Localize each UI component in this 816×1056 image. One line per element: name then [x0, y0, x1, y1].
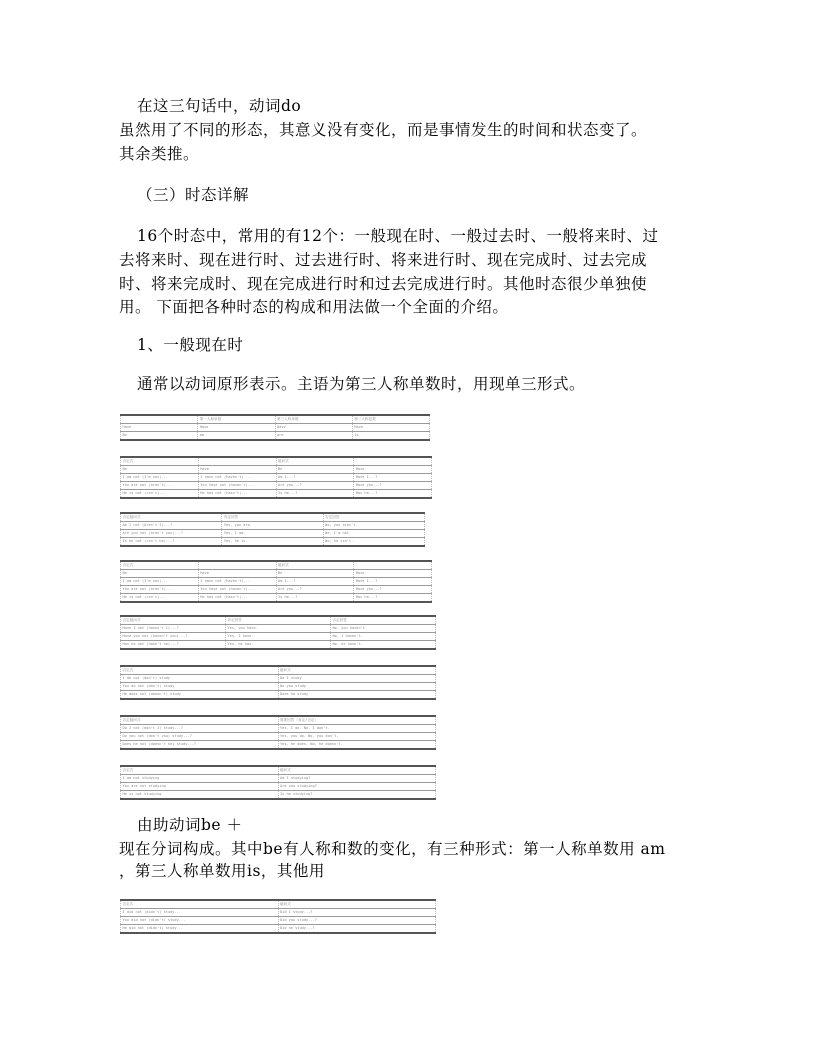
- table-cell: No, I'm not.: [323, 530, 424, 538]
- table-cell: Am I...?: [276, 578, 354, 586]
- table-cell: I have not (haven't) ...: [198, 474, 276, 482]
- table-cell: [198, 457, 276, 466]
- table-cell: are: [275, 432, 352, 441]
- table-cell: 否定式: [121, 666, 279, 675]
- table-3: [120, 512, 425, 547]
- table-row: [121, 457, 432, 466]
- table-cell: 疑问式: [278, 900, 436, 909]
- table-cell: He is not (isn't)...: [121, 490, 199, 499]
- table-cell: [354, 561, 432, 570]
- table-cell: 第三人称单数: [275, 415, 352, 424]
- table-row: [121, 900, 436, 909]
- table-cell: Yes, you do. No, you don't.: [278, 733, 436, 741]
- table-row: [121, 716, 436, 725]
- table-cell: [198, 561, 276, 570]
- table-cell: I am not (I'm not)...: [121, 474, 199, 482]
- table-cell: Yes, I am.: [222, 530, 323, 538]
- table-cell: He is not (isn't)...: [121, 594, 199, 603]
- table-row: [121, 522, 425, 530]
- table-5: [120, 615, 436, 650]
- table-9: [120, 899, 436, 934]
- para2-line4: 用。 下面把各种时态的构成和用法做一个全面的介绍。: [119, 298, 509, 316]
- table-row: [121, 586, 432, 594]
- table-cell: Yes, you are.: [222, 522, 323, 530]
- table-row: [121, 482, 432, 490]
- table-row: [121, 432, 430, 441]
- table-cell: 第三人称复数: [352, 415, 429, 424]
- para3: 通常以动词原形表示。主语为第三人称单数时，用现单三形式。: [137, 375, 586, 393]
- table-cell: Are you...?: [276, 482, 354, 490]
- table-row: [121, 691, 436, 700]
- table-row: [121, 513, 425, 522]
- table-cell: 肯定回答: [222, 513, 323, 522]
- table-7: [120, 715, 436, 750]
- table-cell: You are not (aren't)...: [121, 482, 199, 490]
- table-cell: Be: [276, 466, 354, 474]
- table-cell: Did I study...?: [278, 909, 436, 917]
- table-row: [121, 775, 436, 783]
- para4-line2: 现在分词构成。其中be有人称和数的变化，有三种形式：第一人称单数用 am: [119, 840, 666, 858]
- table-cell: I am not studying: [121, 775, 279, 783]
- table-cell: Have: [352, 424, 429, 432]
- table-cell: Yes, he has.: [226, 641, 331, 650]
- table-cell: Is he...?: [276, 490, 354, 499]
- table-cell: Have: [198, 466, 276, 474]
- table-cell: [354, 457, 432, 466]
- table-2: [120, 456, 432, 499]
- table-cell: Has he...?: [354, 594, 432, 603]
- table-row: [121, 791, 436, 800]
- table-cell: You have not (haven't)...: [198, 586, 276, 594]
- table-cell: I did not (didn't) study...: [121, 909, 279, 917]
- table-cell: 否定疑问式: [121, 716, 279, 725]
- table-cell: Has he not (hasn't he)...?: [121, 641, 226, 650]
- table-row: [121, 490, 432, 499]
- table-row: [121, 474, 432, 482]
- table-row: [121, 633, 436, 641]
- table-cell: You are not studying: [121, 783, 279, 791]
- table-cell: Am I not (Aren't I)...?: [121, 522, 222, 530]
- table-cell: No, you haven't.: [331, 625, 436, 633]
- table-cell: Yes, you have.: [226, 625, 331, 633]
- table-row: [121, 625, 436, 633]
- table-6: [120, 665, 436, 700]
- table-cell: Have: [121, 424, 198, 432]
- table-row: [121, 578, 432, 586]
- table-cell: 肯定回答: [226, 616, 331, 625]
- table-row: [121, 424, 430, 432]
- table-cell: Do you not (don't you) study...?: [121, 733, 279, 741]
- table-cell: Am I...?: [276, 474, 354, 482]
- table-cell: He did not (didn't) study...: [121, 925, 279, 934]
- table-row: [121, 594, 432, 603]
- table-cell: is: [352, 432, 429, 441]
- table-cell: 否定疑问式: [121, 513, 222, 522]
- table-cell: Have: [198, 570, 276, 578]
- table-cell: Has he...?: [354, 490, 432, 499]
- table-cell: Do I not (don't I) study...?: [121, 725, 279, 733]
- table-cell: 否定回答: [331, 616, 436, 625]
- table-cell: I have not (haven't)...: [198, 578, 276, 586]
- table-cell: Are you not (aren't you)...?: [121, 530, 222, 538]
- table-row: [121, 666, 436, 675]
- table-8: [120, 765, 436, 800]
- table-cell: 疑问式: [278, 666, 436, 675]
- table-cell: Yes, I do. No, I don't.: [278, 725, 436, 733]
- table-cell: Have: [198, 424, 275, 432]
- table-row: [121, 917, 436, 925]
- table-cell: Are you studying?: [278, 783, 436, 791]
- table-cell: He does not (doesn't) study: [121, 691, 279, 700]
- table-row: [121, 683, 436, 691]
- table-cell: 疑问式: [276, 457, 354, 466]
- table-cell: You do not (don't) study: [121, 683, 279, 691]
- table-row: [121, 675, 436, 683]
- table-row: [121, 616, 436, 625]
- table-cell: Have I not (haven't I)...?: [121, 625, 226, 633]
- table-cell: 否定式: [121, 561, 199, 570]
- table-row: [121, 909, 436, 917]
- table-cell: He has not (hasn't)...: [198, 594, 276, 603]
- para1-line2: 虽然用了不同的形态，其意义没有变化，而是事情发生的时间和状态变了。: [119, 121, 648, 139]
- table-cell: Does he not (doesn't he) study...?: [121, 741, 279, 750]
- table-cell: 第一人称单数: [198, 415, 275, 424]
- table-cell: 否定回答: [323, 513, 424, 522]
- table-cell: He is not studying: [121, 791, 279, 800]
- table-cell: Do you study: [278, 683, 436, 691]
- table-cell: Be: [121, 432, 198, 441]
- para2-line1: 16个时态中，常用的有12个：一般现在时、一般过去时、一般将来时、过: [137, 227, 659, 245]
- table-4: [120, 560, 432, 603]
- table-cell: No, he isn't.: [323, 538, 424, 547]
- table-row: [121, 733, 436, 741]
- table-cell: Yes, he is.: [222, 538, 323, 547]
- table-cell: 否定疑问式: [121, 616, 226, 625]
- table-cell: Is he not (isn't he)...?: [121, 538, 222, 547]
- table-cell: You did not (didn't) study...: [121, 917, 279, 925]
- para1-line1: 在这三句话中，动词do: [137, 97, 302, 115]
- table-row: [121, 783, 436, 791]
- table-cell: No, he hasn't.: [331, 641, 436, 650]
- table-cell: Did you study...?: [278, 917, 436, 925]
- para2-line3: 时、将来完成时、现在完成进行时和过去完成进行时。其他时态很少单独使: [119, 275, 648, 293]
- table-cell: Is he studying?: [278, 791, 436, 800]
- sub-heading: 1、一般现在时: [137, 336, 244, 354]
- table-row: [121, 530, 425, 538]
- section-heading: （三）时态详解: [137, 186, 250, 204]
- table-cell: Have: [354, 570, 432, 578]
- table-cell: Do I study: [278, 675, 436, 683]
- table-cell: Be: [276, 570, 354, 578]
- para2-line2: 去将来时、现在进行时、过去进行时、将来进行时、现在完成时、过去完成: [119, 251, 648, 269]
- table-cell: Are you...?: [276, 586, 354, 594]
- table-cell: Is he...?: [276, 594, 354, 603]
- table-cell: Have you...?: [354, 482, 432, 490]
- table-cell: No, I haven't.: [331, 633, 436, 641]
- table-cell: Have I...?: [354, 578, 432, 586]
- table-cell: 否定式: [121, 766, 279, 775]
- table-cell: Have you not (haven't you)...?: [121, 633, 226, 641]
- table-cell: 疑问式: [276, 561, 354, 570]
- table-cell: Yes, I have.: [226, 633, 331, 641]
- table-cell: I am not (I'm not)...: [121, 578, 199, 586]
- table-cell: 否定式: [121, 457, 199, 466]
- table-row: [121, 725, 436, 733]
- table-row: [121, 925, 436, 934]
- table-cell: 简要回答（肯定/否定）: [278, 716, 436, 725]
- table-row: [121, 538, 425, 547]
- para1-line3: 其余类推。: [119, 145, 200, 163]
- table-cell: 疑问式: [278, 766, 436, 775]
- table-row: [121, 561, 432, 570]
- table-cell: Yes, he does. No, he doesn't.: [278, 741, 436, 750]
- para4-line3: ，第三人称单数用is，其他用: [119, 862, 325, 880]
- table-cell: Have I...?: [354, 474, 432, 482]
- table-cell: Have: [354, 466, 432, 474]
- table-cell: Be: [121, 570, 199, 578]
- table-row: [121, 570, 432, 578]
- table-row: [121, 641, 436, 650]
- table-cell: He has not (hasn't)...: [198, 490, 276, 499]
- table-row: [121, 741, 436, 750]
- table-row: [121, 415, 430, 424]
- table-1: [120, 414, 430, 441]
- table-row: [121, 466, 432, 474]
- table-cell: Be: [121, 466, 199, 474]
- table-cell: Does he study: [278, 691, 436, 700]
- table-cell: Have: [275, 424, 352, 432]
- table-cell: am: [198, 432, 275, 441]
- table-cell: Am I studying?: [278, 775, 436, 783]
- table-row: [121, 766, 436, 775]
- table-cell: [121, 415, 198, 424]
- table-cell: Have you...?: [354, 586, 432, 594]
- table-cell: 否定式: [121, 900, 279, 909]
- table-cell: No, you aren't.: [323, 522, 424, 530]
- table-cell: Did he study...?: [278, 925, 436, 934]
- table-cell: You have not (haven't)...: [198, 482, 276, 490]
- table-cell: You are not (aren't)...: [121, 586, 199, 594]
- para4-line1: 由助动词be ＋: [137, 816, 243, 834]
- table-cell: I do not (don't) study: [121, 675, 279, 683]
